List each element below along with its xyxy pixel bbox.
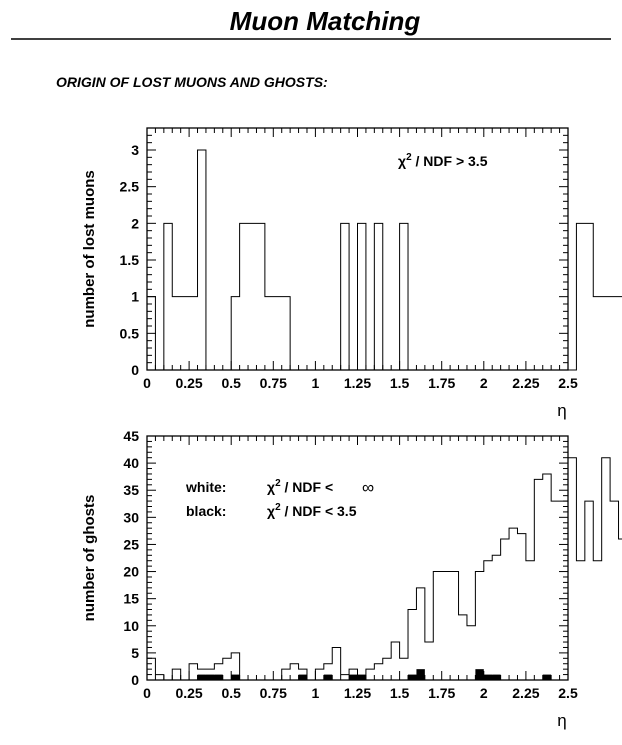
bar: [240, 223, 248, 370]
bar: [349, 675, 357, 680]
x-tick-label: 1.5: [389, 685, 410, 701]
bar: [602, 458, 610, 680]
legend-label-rest: / NDF < 3.5: [280, 503, 357, 519]
bar: [223, 658, 231, 680]
y-tick-label: 1: [131, 288, 139, 305]
x-tick-label: 1.5: [389, 375, 410, 391]
bar: [383, 658, 391, 680]
series-white: [147, 150, 622, 370]
bar: [358, 675, 366, 680]
x-tick-label: 0.75: [259, 685, 287, 701]
x-axis: [143, 436, 578, 701]
x-tick-label: 1: [311, 375, 320, 391]
bar: [610, 297, 618, 370]
x-tick-label: 2.25: [512, 375, 540, 391]
bar: [526, 561, 534, 680]
x-tick-label: 1: [311, 685, 320, 701]
x-tick-label: 2: [479, 375, 488, 391]
plot-frame: [147, 436, 568, 680]
x-axis-label: η: [557, 711, 567, 730]
bar: [517, 534, 525, 680]
bar: [366, 669, 374, 680]
y-tick-label: 2.5: [119, 178, 139, 195]
x-tick-label: 2.5: [558, 685, 578, 701]
bar: [585, 501, 593, 680]
y-axis: [123, 428, 568, 688]
page-title: Muon Matching: [229, 6, 421, 36]
bar: [248, 223, 256, 370]
y-tick-label: 40: [123, 455, 139, 472]
bar: [442, 572, 450, 680]
bar: [231, 297, 239, 370]
bar: [189, 297, 197, 370]
x-tick-label: 1.75: [428, 685, 456, 701]
y-tick-label: 15: [123, 590, 139, 607]
legend-label-rest: / NDF <: [280, 479, 334, 495]
legend-label: [267, 502, 357, 519]
bar: [416, 669, 424, 680]
bar: [543, 474, 551, 680]
bar: [265, 297, 273, 370]
selection-annotation-sup: 2: [406, 152, 412, 163]
bar: [324, 675, 332, 680]
bar: [619, 539, 622, 680]
legend-label-sup: 2: [275, 478, 281, 489]
bar: [282, 669, 290, 680]
x-tick-label: 0.25: [175, 375, 203, 391]
selection-annotation-rest: / NDF > 3.5: [411, 153, 488, 169]
x-tick-label: 0.75: [259, 375, 287, 391]
y-axis: [120, 128, 568, 378]
bar: [593, 561, 601, 680]
bar: [576, 223, 584, 370]
x-tick-label: 2: [479, 685, 488, 701]
bar: [576, 561, 584, 680]
y-tick-label: 35: [123, 482, 139, 499]
legend-label-sup: 2: [275, 502, 281, 513]
x-tick-label: 2.5: [558, 375, 578, 391]
y-tick-label: 2: [131, 215, 139, 232]
bar: [408, 610, 416, 680]
bar: [534, 479, 542, 680]
bar: [290, 664, 298, 680]
y-tick-label: 3: [131, 142, 139, 158]
bar: [509, 528, 517, 680]
x-axis: [143, 128, 578, 391]
bar: [425, 642, 433, 680]
bar: [391, 642, 399, 680]
bar: [341, 223, 349, 370]
bar: [543, 675, 551, 680]
bar: [315, 669, 323, 680]
bar: [433, 572, 441, 680]
bar: [231, 675, 239, 680]
legend-key: black:: [186, 503, 227, 519]
bar: [332, 647, 340, 680]
bar: [214, 675, 222, 680]
ghosts-histogram: [81, 428, 622, 730]
bar: [206, 675, 214, 680]
x-tick-label: 1.25: [343, 685, 372, 701]
bar: [484, 675, 492, 680]
bar: [400, 658, 408, 680]
x-tick-label: 0.5: [221, 375, 241, 391]
lost-muons-histogram: [81, 128, 622, 420]
legend-label-chi: χ: [267, 503, 276, 519]
y-tick-label: 5: [131, 644, 139, 661]
y-tick-label: 0: [131, 362, 139, 378]
legend: [185, 478, 374, 519]
bar: [282, 297, 290, 370]
x-tick-label: 1.75: [428, 375, 456, 391]
bar: [181, 297, 189, 370]
bar: [501, 539, 509, 680]
bar: [400, 223, 408, 370]
bar: [299, 675, 307, 680]
bar: [551, 501, 559, 680]
bar: [602, 297, 610, 370]
bar: [492, 555, 500, 680]
y-tick-label: 25: [123, 536, 139, 553]
bar: [273, 297, 281, 370]
y-tick-label: 1.5: [119, 252, 139, 268]
bar: [459, 615, 467, 680]
legend-infinity-symbol: ∞: [362, 478, 375, 497]
bar: [164, 223, 172, 370]
y-tick-label: 0.5: [119, 325, 139, 342]
y-tick-label: 10: [123, 617, 139, 634]
selection-annotation: [398, 152, 488, 169]
y-tick-label: 45: [123, 428, 139, 444]
bar: [374, 664, 382, 680]
x-tick-label: 0: [143, 685, 151, 701]
bar: [358, 223, 366, 370]
bar: [198, 675, 206, 680]
y-axis-label: number of ghosts: [81, 494, 98, 622]
bar: [198, 150, 206, 370]
bar: [467, 626, 475, 680]
bar: [256, 223, 264, 370]
bar: [475, 669, 483, 680]
bar: [408, 675, 416, 680]
bar: [450, 572, 458, 680]
x-tick-label: 0.5: [221, 685, 241, 701]
bar: [172, 669, 180, 680]
bar: [585, 223, 593, 370]
x-tick-label: 1.25: [343, 375, 372, 391]
bar: [341, 675, 349, 680]
series-outline: [147, 150, 622, 370]
bar: [374, 223, 382, 370]
bar: [172, 297, 180, 370]
bar: [484, 561, 492, 680]
legend-label-chi: χ: [267, 479, 276, 495]
bar: [189, 664, 197, 680]
selection-annotation-chi: χ: [398, 153, 407, 169]
bar: [593, 297, 601, 370]
bar: [568, 458, 576, 680]
bar: [492, 675, 500, 680]
x-tick-label: 2.25: [512, 685, 540, 701]
x-tick-label: 0: [143, 375, 151, 391]
bar: [619, 297, 622, 370]
x-axis-label: η: [557, 401, 567, 420]
bar: [475, 572, 483, 680]
x-tick-label: 0.25: [175, 685, 203, 701]
page-subtitle: ORIGIN OF LOST MUONS AND GHOSTS:: [56, 74, 328, 90]
bar: [416, 588, 424, 680]
bar: [155, 675, 163, 680]
y-tick-label: 0: [131, 672, 139, 688]
y-tick-label: 30: [123, 509, 139, 526]
legend-key: white:: [186, 479, 227, 495]
legend-label: [267, 478, 333, 495]
y-tick-label: 20: [123, 563, 139, 580]
y-axis-label: number of lost muons: [81, 170, 98, 328]
bar: [610, 501, 618, 680]
